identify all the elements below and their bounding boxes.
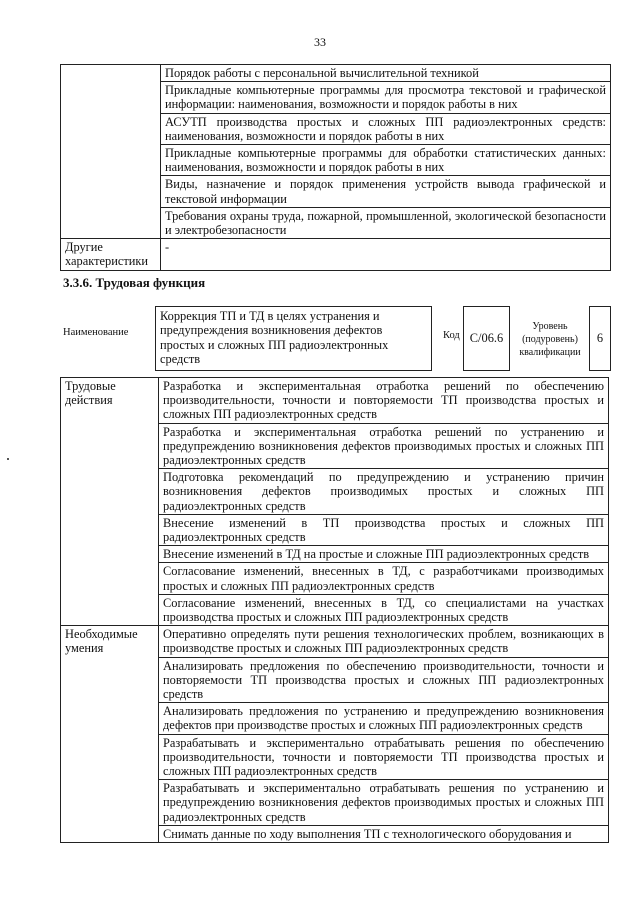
row-label: Другие характеристики	[61, 239, 161, 270]
row-item: Разработка и экспериментальная отработка решений по устранению и предупреждению возникновения дефектов производимых простых и сложных ПП радиоэлектронных средств	[159, 423, 609, 469]
row-label: Трудовые действия	[61, 378, 159, 626]
level-box: 6	[589, 306, 611, 371]
table-row	[61, 626, 609, 657]
row-item: -	[161, 239, 611, 270]
table-row	[61, 378, 609, 424]
row-item: Прикладные компьютерные программы для обработки статистических данных: наименования, возможности и порядок работы в них	[161, 145, 611, 176]
row-item: Требования охраны труда, пожарной, промышленной, экологической безопасности и электробезопасности	[161, 207, 611, 238]
row-label	[61, 65, 161, 239]
knowledge-table-body	[61, 65, 611, 271]
row-item: Согласование изменений, внесенных в ТД, со специалистами на участках производства простых и сложных ПП радиоэлектронных средств	[159, 594, 609, 625]
table-row	[61, 65, 611, 82]
code-box: С/06.6	[463, 306, 510, 371]
table-row	[61, 239, 611, 270]
function-name-box: Коррекция ТП и ТД в целях устранения и предупреждения возникновения дефектов простых и сложных ПП радиоэлектронных средств	[155, 306, 432, 371]
row-item: Оперативно определять пути решения технологических проблем, возникающих в производстве простых и сложных ПП радиоэлектронных средств	[159, 626, 609, 657]
row-item: Порядок работы с персональной вычислительной техникой	[161, 65, 611, 82]
row-item: Внесение изменений в ТП производства простых и сложных ПП радиоэлектронных средств	[159, 514, 609, 545]
row-item: Прикладные компьютерные программы для просмотра текстовой и графической информации: наименования, возможности и порядок работы в них	[161, 82, 611, 113]
row-label: Необходимые умения	[61, 626, 159, 843]
row-item: Внесение изменений в ТД на простые и сложные ПП радиоэлектронных средств	[159, 546, 609, 563]
function-table	[60, 377, 609, 843]
row-item: Анализировать предложения по устранению и предупреждению возникновения дефектов при производстве простых и сложных ПП радиоэлектронных средств	[159, 703, 609, 734]
row-item: Разрабатывать и экспериментально отрабатывать решения по обеспечению производительности, точности и повторяемости ТП производства простых и сложных ПП радиоэлектронных средств	[159, 734, 609, 780]
row-item: АСУТП производства простых и сложных ПП радиоэлектронных средств: наименования, возможности и порядок работы в них	[161, 113, 611, 144]
row-item: Разработка и экспериментальная отработка решений по обеспечению производительности, точности и повторяемости ТП производства простых и сложных ПП радиоэлектронных средств	[159, 378, 609, 424]
page-number: 33	[314, 35, 326, 49]
row-item: Снимать данные по ходу выполнения ТП с технологического оборудования и	[159, 825, 609, 842]
row-item: Разрабатывать и экспериментально отрабатывать решения по устранению и предупреждению возникновения дефектов производимых простых и сложных ПП радиоэлектронных средств	[159, 780, 609, 826]
level-label: Уровень (подуровень) квалификации	[519, 321, 581, 358]
row-item: Виды, назначение и порядок применения устройств вывода графической и текстовой информации	[161, 176, 611, 207]
section-title: 3.3.6. Трудовая функция	[63, 275, 206, 290]
scan-speck	[7, 458, 9, 460]
name-label: Наименование	[63, 327, 129, 338]
row-item: Подготовка рекомендаций по предупреждению и устранению причин возникновения дефектов производимых простых и сложных ПП радиоэлектронных средств	[159, 469, 609, 515]
row-item: Анализировать предложения по обеспечению производительности, точности и повторяемости ТП производства простых и сложных ПП радиоэлектронных средств	[159, 657, 609, 703]
code-label: Код	[443, 330, 460, 341]
function-table-body	[61, 378, 609, 843]
row-item: Согласование изменений, внесенных в ТД, с разработчиками производимых простых и сложных ПП радиоэлектронных средств	[159, 563, 609, 594]
knowledge-table	[60, 64, 611, 271]
